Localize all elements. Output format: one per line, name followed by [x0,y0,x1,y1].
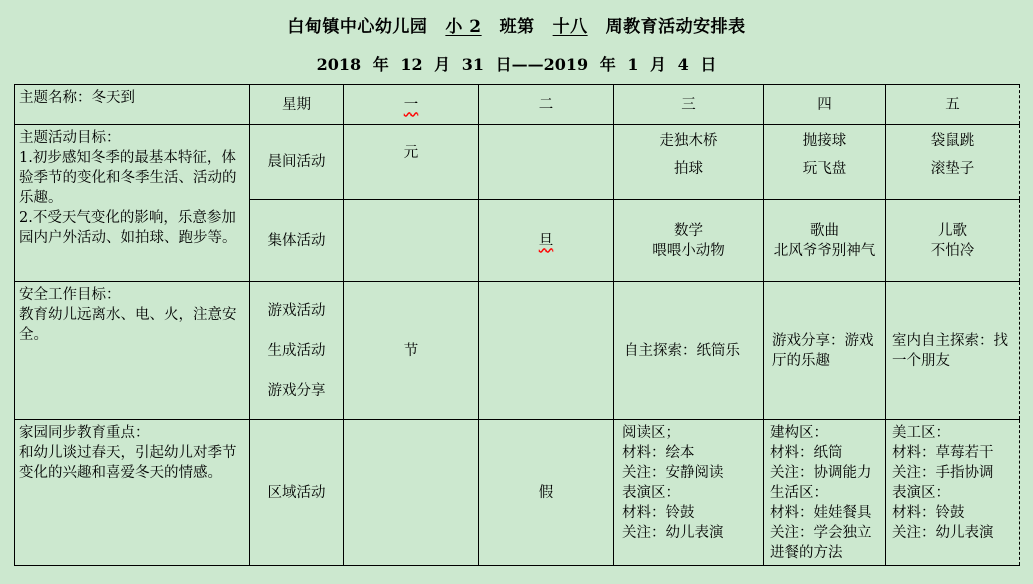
list-item: 关注：幼儿表演 [892,525,994,541]
list-item: 美工区： [892,425,950,441]
list-item: 材料：草莓若干 [892,445,994,461]
end-month-unit: 月 [650,55,667,74]
group-thursday: 歌曲 北风爷爷别神气 [764,200,886,282]
area-friday [886,420,1020,566]
game-labels: 游戏活动 生成活动 游戏分享 [250,282,344,420]
family-title: 家园同步教育重点： [19,425,150,441]
end-day: 4 [677,55,689,74]
safety-title: 安全工作目标： [19,287,121,303]
day-thursday: 四 [764,85,886,125]
class-name: 小 2 [445,17,482,37]
class-suffix: 班第 [499,17,535,37]
list-item: 表演区： [892,485,950,501]
game-monday: 节 [344,282,479,420]
school-name: 白甸镇中心幼儿园 [287,17,428,37]
morning-thursday: 抛接球 玩飞盘 [764,125,886,200]
day-tuesday: 二 [479,85,614,125]
game-wednesday: 自主探索：纸筒乐 [614,282,764,420]
area-monday [344,420,479,566]
game-row [15,282,1020,420]
start-year: 2018 [316,55,362,74]
group-wednesday: 数学 喂喂小动物 [614,200,764,282]
end-year-unit: 年 [599,55,616,74]
day-unit: 日—— [495,55,544,74]
day-monday: 一 [344,85,479,125]
list-item: 关注：手指协调 [892,465,994,481]
area-wednesday [614,420,764,566]
morning-row [15,125,1020,200]
morning-label: 晨间活动 [250,125,344,200]
group-label: 集体活动 [250,200,344,282]
morning-tuesday [479,125,614,200]
goal-item-1: 1.初步感知冬季的最基本特征，体验季节的变化和冬季生活、活动的乐趣。 [19,150,237,206]
month-unit: 月 [434,55,451,74]
game-tuesday [479,282,614,420]
list-item: 阅读区； [622,425,680,441]
week-number: 十八 [552,17,588,37]
group-friday: 儿歌 不怕冷 [886,200,1020,282]
end-month: 1 [627,55,639,74]
family-text: 和幼儿谈过春天，引起幼儿对季节变化的兴趣和喜爱冬天的情感。 [19,445,237,481]
year-unit: 年 [372,55,389,74]
area-row [15,420,1020,566]
game-thursday: 游戏分享：游戏厅的乐趣 [764,282,886,420]
list-item: 建构区： [770,425,828,441]
group-monday [344,200,479,282]
theme-name-cell: 主题名称：冬天到 [15,85,250,125]
date-range [0,52,1033,75]
group-tuesday: 旦 [479,200,614,282]
list-item: 材料：纸筒 [770,445,843,461]
list-item: 材料：娃娃餐具 [770,505,872,521]
game-friday: 室内自主探索：找一个朋友 [886,282,1020,420]
safety-goals-cell [15,282,250,420]
list-item: 生活区： [770,485,828,501]
list-item: 关注：安静阅读 [622,465,724,481]
theme-goals-cell [15,125,250,282]
day-wednesday: 三 [614,85,764,125]
list-item: 关注：学会独立进餐的方法 [770,525,872,561]
area-tuesday: 假 [479,420,614,566]
page-title [0,12,1033,37]
morning-monday: 元 [344,125,479,200]
end-day-unit: 日 [700,55,717,74]
family-focus-cell [15,420,250,566]
schedule-table [14,84,1020,566]
list-item: 材料：绘本 [622,445,695,461]
start-day: 31 [461,55,485,74]
list-item: 材料：铃鼓 [622,505,695,521]
morning-friday: 袋鼠跳 滚垫子 [886,125,1020,200]
morning-wednesday: 走独木桥 拍球 [614,125,764,200]
area-label: 区域活动 [250,420,344,566]
list-item: 关注：幼儿表演 [622,525,724,541]
list-item: 材料：铃鼓 [892,505,965,521]
week-suffix: 周教育活动安排表 [605,17,746,37]
safety-text: 教育幼儿远离水、电、火，注意安全。 [19,307,237,343]
weekday-header: 星期 [250,85,344,125]
goal-item-2: 2.不受天气变化的影响，乐意参加园内户外活动、如拍球、跑步等。 [19,210,237,246]
day-friday: 五 [886,85,1020,125]
area-thursday [764,420,886,566]
list-item: 关注：协调能力 [770,465,872,481]
header-row [15,85,1020,125]
end-year: 2019 [543,55,589,74]
start-month: 12 [400,55,423,74]
goal-title: 主题活动目标： [19,130,121,146]
list-item: 表演区： [622,485,680,501]
